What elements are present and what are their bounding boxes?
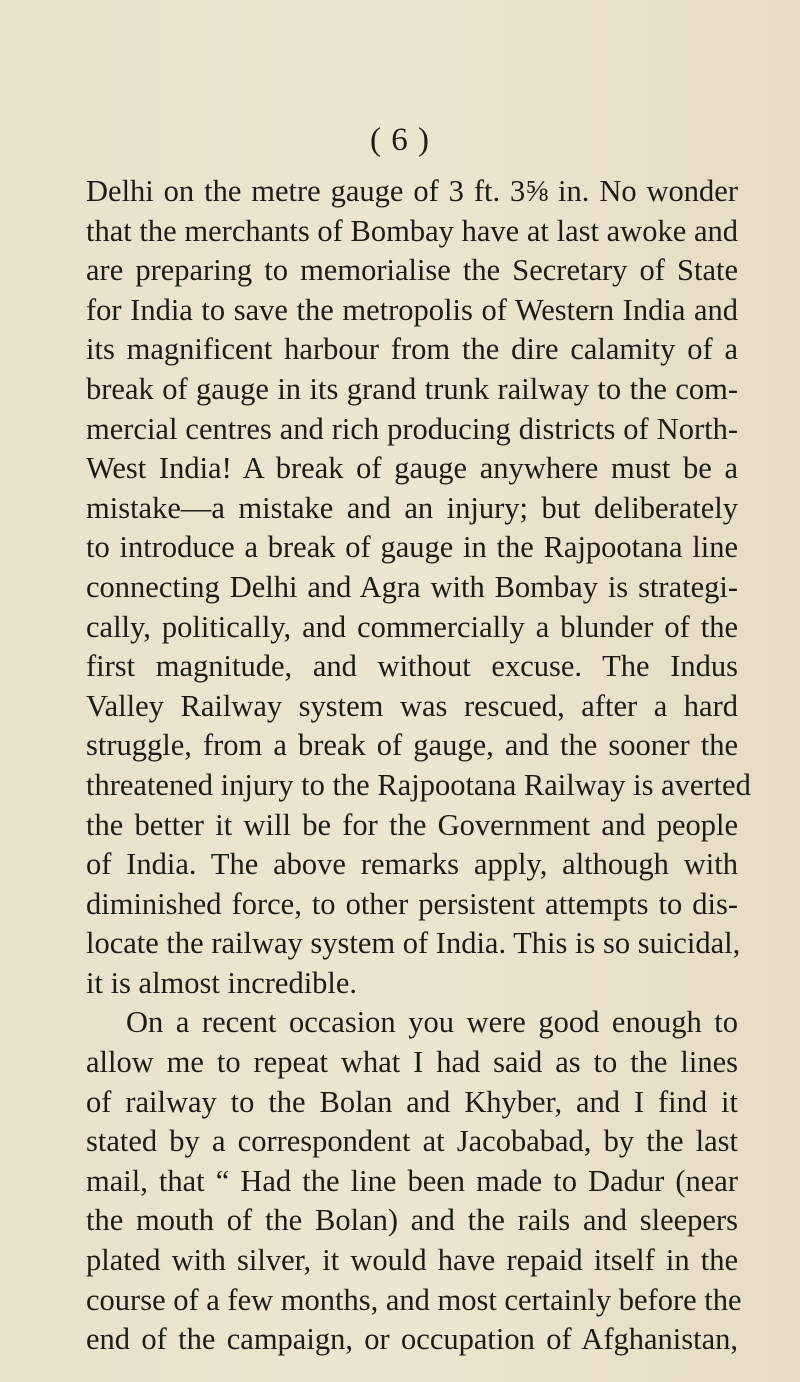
text-line: struggle, from a break of gauge, and the sooner the (86, 728, 738, 763)
text-line: are preparing to memorialise the Secretary of State (86, 253, 738, 288)
text-line: it is almost incredible. (86, 965, 358, 1000)
page-number (0, 122, 800, 159)
text-line: break of gauge in its grand trunk railway to the com- (86, 371, 738, 406)
text-line: mistake—a mistake and an injury; but deliberately (86, 490, 738, 525)
text-line: On a recent occasion you were good enough to (126, 1005, 738, 1040)
text-line: West India! A break of gauge anywhere must be a (86, 451, 738, 486)
text-line: first magnitude, and without excuse. The Indus (86, 649, 738, 684)
text-line: cally, politically, and commercially a blunder of the (86, 609, 738, 644)
text-line: that the merchants of Bombay have at last awoke and (86, 213, 738, 248)
text-line: of railway to the Bolan and Khyber, and I find it (86, 1084, 738, 1119)
text-line: Valley Railway system was rescued, after a hard (86, 688, 738, 723)
text-line: Delhi on the metre gauge of 3 ft. 3⅝ in. No wonder (86, 174, 738, 208)
body-text (86, 172, 751, 1360)
text-line: the better it will be for the Government and people (86, 807, 738, 842)
text-line: for India to save the metropolis of Western India and (86, 292, 738, 327)
page-number-text: ( 6 ) (370, 122, 430, 158)
text-line: diminished force, to other persistent attempts to dis- (86, 886, 738, 921)
text-line: mail, that “ Had the line been made to Dadur (near (86, 1163, 738, 1198)
text-line: locate the railway system of India. This is so suicidal, (86, 926, 741, 961)
text-line: plated with silver, it would have repaid itself in the (86, 1243, 738, 1278)
text-line: end of the campaign, or occupation of Afghanistan, (86, 1322, 738, 1357)
text-line: mercial centres and rich producing districts of North- (86, 411, 738, 446)
text-line: its magnificent harbour from the dire calamity of a (86, 332, 738, 367)
text-line: to introduce a break of gauge in the Rajpootana line (86, 530, 738, 565)
text-line: the mouth of the Bolan) and the rails and sleepers (86, 1203, 738, 1238)
text-line: course of a few months, and most certainly before the (86, 1282, 742, 1317)
text-line: connecting Delhi and Agra with Bombay is strategi- (86, 569, 738, 604)
text-line: stated by a correspondent at Jacobabad, by the last (86, 1124, 738, 1159)
text-line: threatened injury to the Rajpootana Railway is averted (86, 767, 751, 802)
text-line: allow me to repeat what I had said as to the lines (86, 1045, 738, 1080)
text-line: of India. The above remarks apply, although with (86, 847, 738, 882)
